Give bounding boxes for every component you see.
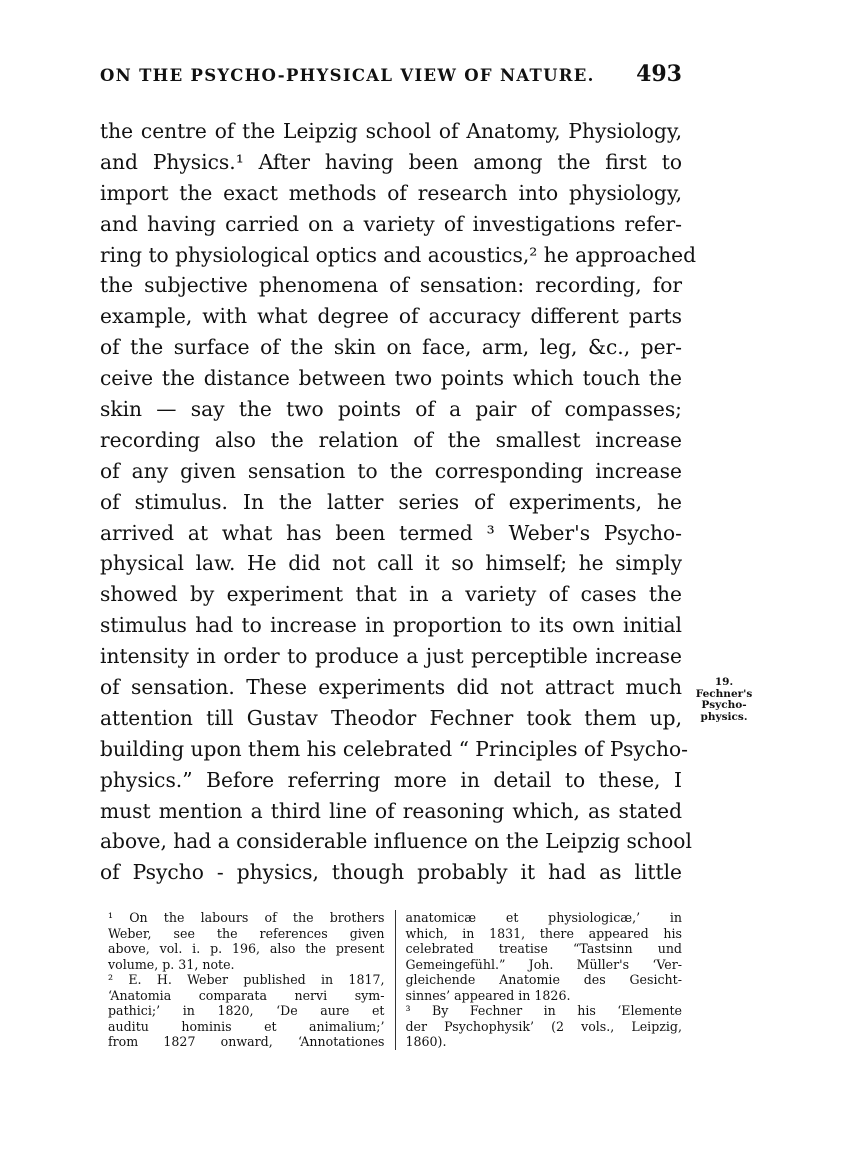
margin-note-number: 19. [714, 676, 734, 688]
body-line: import the exact methods of research into physiology, [100, 180, 682, 205]
footnote-line: sinnes’ appeared in 1826. [405, 987, 571, 1003]
body-line: of sensation. These experiments did not attract much [100, 675, 682, 700]
body-line: of stimulus. In the latter series of experiments, he [100, 489, 682, 514]
footnote-line: ² E. H. Weber published in 1817, [108, 972, 385, 987]
body-line: of Psycho - physics, though probably it had as little [100, 860, 682, 885]
body-line: showed by experiment that in a variety of cases the [100, 582, 682, 607]
body-line: and having carried on a variety of investigations refer- [100, 211, 682, 236]
body-line: ring to physiological optics and acoustics,² he approached [100, 242, 697, 267]
body-line: attention till Gustav Theodor Fechner took them up, [100, 705, 682, 730]
footnote-line: der Psychophysik’ (2 vols., Leipzig, [405, 1018, 682, 1034]
footnote-line: Weber, see the references given [108, 925, 385, 941]
body-line: and Physics.¹ After having been among the first to [100, 149, 682, 174]
body-line: of any given sensation to the corresponding increase [100, 458, 682, 483]
body-line: must mention a third line of reasoning which, as stated [100, 798, 682, 823]
footnote-line: ‘Anatomia comparata nervi sym- [108, 987, 385, 1003]
footnotes-left-column [108, 910, 395, 1050]
footnote-line: volume, p. 31, note. [108, 956, 235, 972]
running-header [100, 61, 682, 94]
body-line: example, with what degree of accuracy different parts [100, 304, 682, 329]
footnote-line: which, in 1831, there appeared his [405, 925, 682, 941]
margin-note-line: physics. [700, 710, 748, 723]
footnote-line: from 1827 onward, ‘Annotationes [108, 1034, 385, 1049]
body-line: the subjective phenomena of sensation: recording, for [100, 273, 682, 298]
body-line: skin — say the two points of a pair of compasses; [100, 397, 682, 422]
running-title: ON THE PSYCHO-PHYSICAL VIEW OF NATURE. [100, 66, 595, 85]
footnote-line: 1860). [405, 1034, 447, 1049]
margin-note [689, 677, 759, 723]
body-line: stimulus had to increase in proportion to its own initial [100, 613, 682, 638]
footnotes [108, 910, 682, 1050]
footnotes-right-column [395, 910, 683, 1050]
footnote-line: auditu hominis et animalium;’ [108, 1018, 385, 1034]
footnote-line: ¹ On the labours of the brothers [108, 910, 385, 925]
footnote-line: Gemeingefühl.” Joh. Müller's ‘Ver- [405, 956, 682, 972]
page-number: 493 [636, 61, 682, 87]
footnote-line: anatomicæ et physiologicæ,’ in [405, 910, 682, 925]
body-line: of the surface of the skin on face, arm, leg, &c., per- [100, 335, 682, 360]
body-line: physical law. He did not call it so himself; he simply [100, 551, 682, 576]
footnote-line: above, vol. i. p. 196, also the present [108, 941, 385, 956]
body-text [100, 116, 697, 888]
footnote-line: pathici;’ in 1820, ‘De aure et [108, 1003, 385, 1018]
footnote-line: ³ By Fechner in his ‘Elemente [405, 1003, 682, 1018]
margin-note-line: Psycho- [701, 699, 747, 711]
footnote-line: gleichende Anatomie des Gesicht- [405, 972, 682, 987]
footnote-line: celebrated treatise “Tastsinn und [405, 941, 682, 956]
body-line: ceive the distance between two points which touch the [100, 366, 682, 391]
body-line: the centre of the Leipzig school of Anatomy, Physiology, [100, 119, 682, 143]
body-line: arrived at what has been termed ³ Weber's Psycho- [100, 520, 682, 545]
body-line: recording also the relation of the smallest increase [100, 427, 682, 452]
body-line: intensity in order to produce a just perceptible increase [100, 644, 682, 669]
margin-note-line: Fechner's [695, 687, 753, 700]
body-line: building upon them his celebrated “ Principles of Psycho- [100, 736, 688, 761]
body-line: above, had a considerable influence on the Leipzig school [100, 829, 692, 854]
body-line: physics.” Before referring more in detail to these, I [100, 767, 682, 792]
